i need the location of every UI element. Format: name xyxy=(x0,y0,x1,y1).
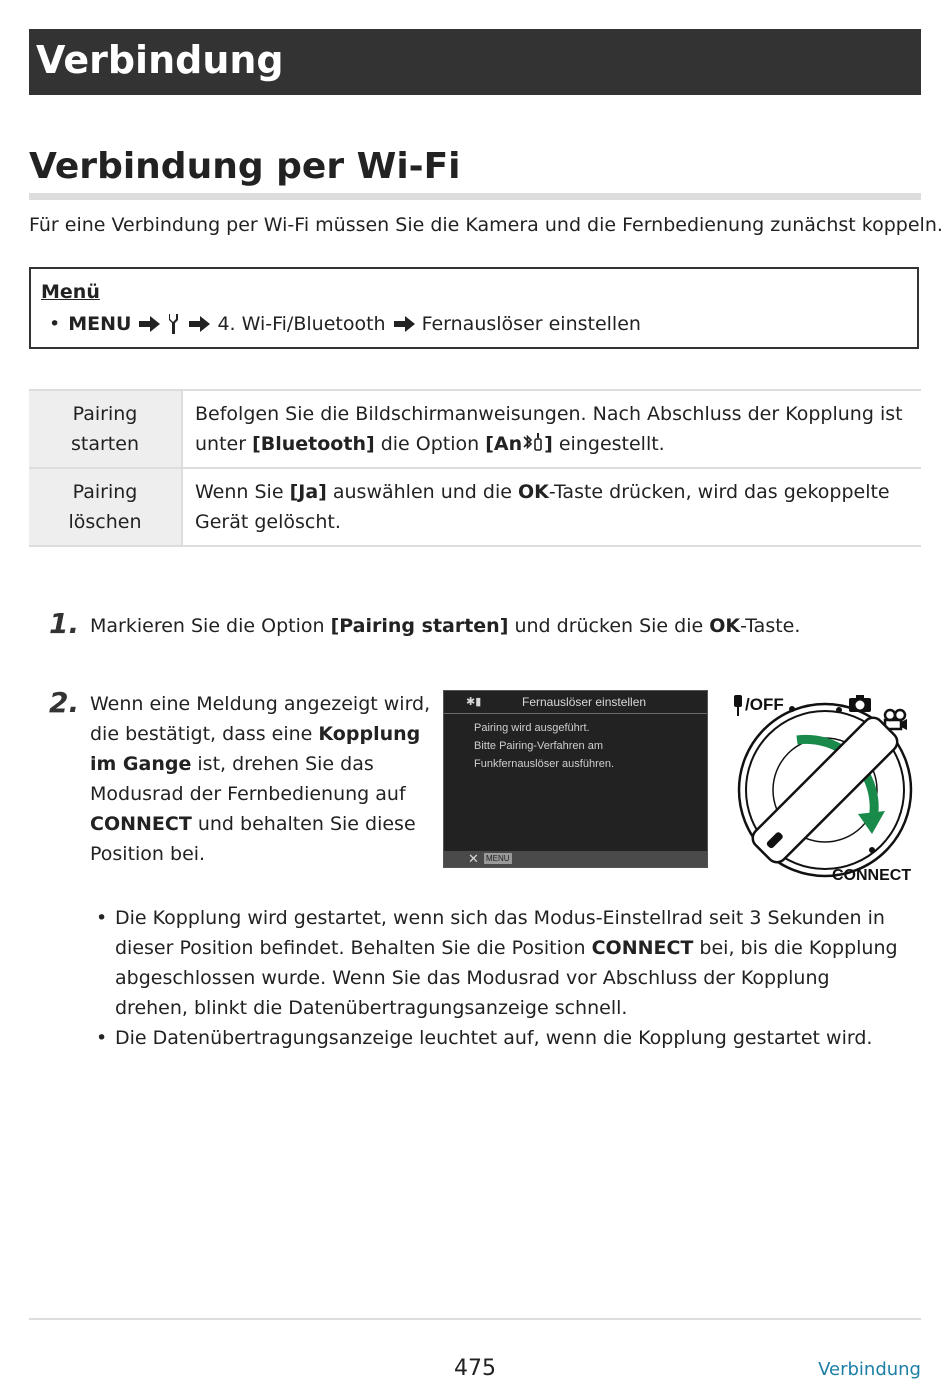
options-table xyxy=(29,389,921,547)
table-row xyxy=(29,468,921,546)
section-title: Verbindung per Wi-Fi xyxy=(29,146,461,187)
screen-header xyxy=(444,691,707,714)
page-number: 475 xyxy=(454,1356,496,1381)
desc-text: Wenn Sie xyxy=(195,481,290,503)
screen-message-line: Bitte Pairing-Verfahren am xyxy=(474,740,604,752)
step-text xyxy=(90,689,435,869)
note-bold: CONNECT xyxy=(591,937,694,959)
step-number: 1. xyxy=(49,607,80,640)
rotation-arrow-head xyxy=(858,811,885,834)
desc-text: auswählen und die xyxy=(326,481,518,503)
list-item xyxy=(96,1023,906,1053)
wrench-icon xyxy=(167,313,181,335)
bullet-dot: • xyxy=(49,313,61,335)
note-text: Die Datenübertragungsanzeige leuchtet auf, wenn die Kopplung gestartet wird. xyxy=(115,1027,873,1049)
chapter-header xyxy=(29,29,921,95)
camera-screen xyxy=(443,690,708,868)
close-icon: ✕ xyxy=(468,851,479,866)
arrow-right-icon xyxy=(187,315,211,333)
desc-text: -Taste drücken, wird das gekoppelte Gerät gelöscht. xyxy=(195,481,890,533)
dial-knob xyxy=(749,714,902,867)
bullet-dot: • xyxy=(96,1027,108,1049)
desc-bold: ] xyxy=(544,433,553,455)
desc-bold: [Bluetooth] xyxy=(252,433,375,455)
notes-list xyxy=(96,903,906,1053)
bluetooth-remote-icon xyxy=(522,432,544,452)
video-camera-icon xyxy=(885,710,907,730)
option-name-text: Pairing starten xyxy=(71,403,139,455)
step-text-bold: Kopplung im Gange xyxy=(90,723,421,775)
arrow-right-icon xyxy=(392,315,416,333)
chapter-link[interactable]: Verbindung xyxy=(818,1359,921,1380)
step-text-part: Wenn eine Meldung angezeigt wird, die bestätigt, dass eine xyxy=(90,693,431,745)
desc-bold: [An xyxy=(485,433,523,455)
option-description xyxy=(182,390,921,468)
intro-text: Für eine Verbindung per Wi-Fi müssen Sie die Kamera und die Fernbedienung zunächst koppeln. xyxy=(29,214,943,236)
menu-path-item: 4. Wi-Fi/Bluetooth xyxy=(217,313,386,335)
menu-path-start: MENU xyxy=(68,313,132,335)
bluetooth-remote-icon: ✱▮ xyxy=(466,696,482,708)
dial-dot xyxy=(869,847,875,853)
section-divider xyxy=(29,193,921,200)
menu-button-label: MENU xyxy=(486,854,510,863)
footer-divider xyxy=(29,1318,921,1320)
step-number: 2. xyxy=(49,686,80,719)
mode-dial-illustration xyxy=(725,688,925,888)
step-text-part: -Taste. xyxy=(740,615,801,637)
desc-text: die Option xyxy=(374,433,486,455)
list-item xyxy=(96,903,906,1023)
desc-text: Befolgen Sie die Bildschirmanweisungen. Nach Abschluss der Kopplung ist unter xyxy=(195,403,903,455)
step-text-bold: [Pairing starten] xyxy=(330,615,509,637)
option-name xyxy=(29,468,182,546)
screen-title: Fernauslöser einstellen xyxy=(522,695,647,709)
step-text-bold: OK xyxy=(709,615,741,637)
arrow-right-icon xyxy=(137,315,161,333)
dial-connect-label: CONNECT xyxy=(832,867,912,884)
step-text-part: und drücken Sie die xyxy=(508,615,710,637)
bullet-dot: • xyxy=(96,907,108,929)
note-text: Die Kopplung wird gestartet, wenn sich das Modus-Einstellrad seit 3 Sekunden in dieser Position befindet. Behalten Sie die Position xyxy=(115,907,885,959)
desc-bold: OK xyxy=(517,481,549,503)
step-text-part: und behalten Sie diese Position bei. xyxy=(90,813,416,865)
note-text: bei, bis die Kopplung abgeschlossen wurde. Wenn Sie das Modusrad vor Abschluss der Kopplung drehen, blinkt die Datenübertragungsanzeige schnell. xyxy=(115,937,898,1019)
screen-message-line: Pairing wird ausgeführt. xyxy=(474,722,590,734)
remote-icon xyxy=(734,695,742,716)
option-description xyxy=(182,468,921,546)
desc-text: eingestellt. xyxy=(552,433,665,455)
table-row xyxy=(29,390,921,468)
step-text-part: ist, drehen Sie das Modusrad der Fernbedienung auf xyxy=(90,753,406,805)
step-text-bold: CONNECT xyxy=(90,813,192,835)
option-name xyxy=(29,390,182,468)
option-name-text: Pairing löschen xyxy=(68,481,142,533)
step-text xyxy=(90,611,910,641)
menu-path xyxy=(49,311,641,337)
screen-message-line: Funkfernauslöser ausführen. xyxy=(474,758,615,770)
menu-path-end: Fernauslöser einstellen xyxy=(421,313,641,335)
dial-off-label: /OFF xyxy=(745,695,784,714)
screen-footer xyxy=(444,851,707,867)
chapter-title: Verbindung xyxy=(36,38,284,82)
desc-bold: [Ja] xyxy=(289,481,327,503)
menu-path-box xyxy=(29,267,919,349)
menu-label: Menü xyxy=(41,281,100,303)
step-text-part: Markieren Sie die Option xyxy=(90,615,331,637)
